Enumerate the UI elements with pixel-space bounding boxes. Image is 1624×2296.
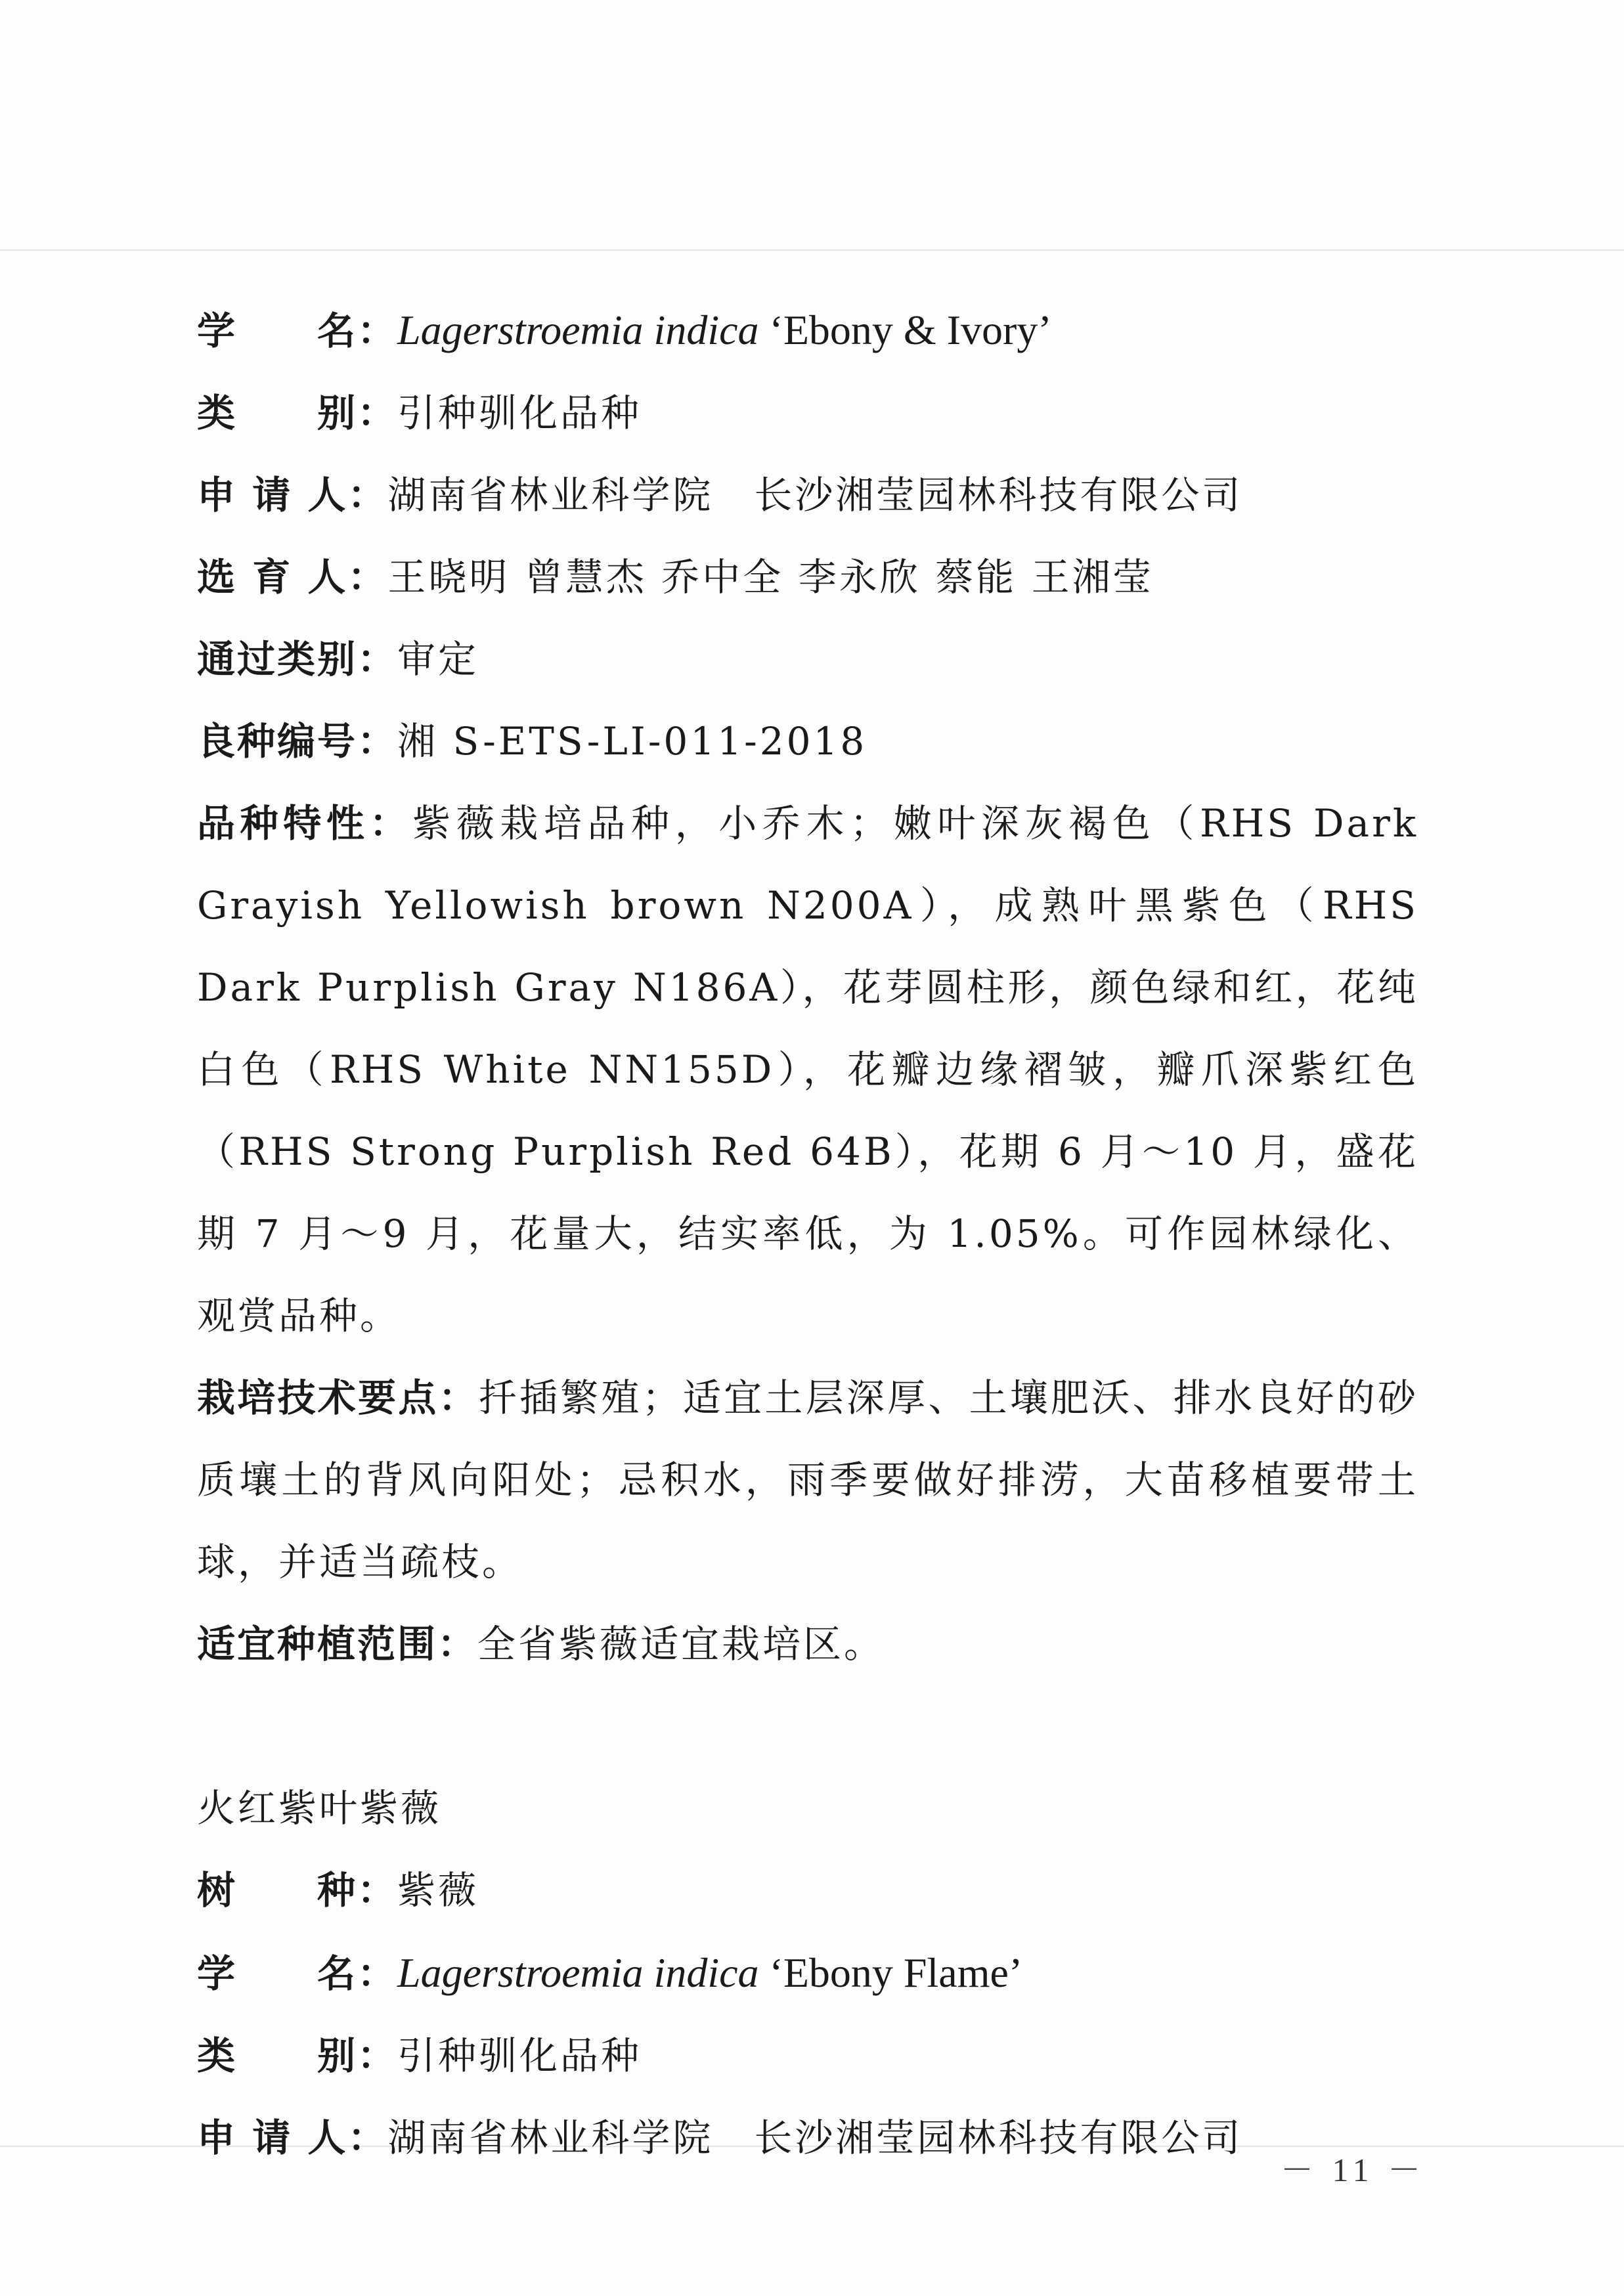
applicant-label: 申 请 人： xyxy=(197,473,388,517)
code-value: 湘 S-ETS-LI-011-2018 xyxy=(397,719,867,764)
traits-value: 紫薇栽培品种，小乔木；嫩叶深灰褐色（RHS Dark Grayish Yellowish brown N200A），成熟叶黑紫色（RHS Dark Purplish Gray N186A），花芽圆柱形，颜色绿和红，花纯白色（RHS White NN155D），花瓣边缘褶皱，瓣爪深紫红色（RHS Strong Purplish Red 64B），花期 6 月～10 月，盛花期 7 月～9 月，花量大，结实率低，为 1.05%。可作园林绿化、观赏品种。 xyxy=(197,801,1418,1338)
entry1-category-row xyxy=(197,372,1418,454)
scientific-name-label: 学 名： xyxy=(197,309,398,353)
scientific-name-value xyxy=(397,1949,1022,1996)
entry1-range-paragraph xyxy=(197,1603,1418,1685)
traits-label: 品种特性： xyxy=(197,801,413,846)
category-label: 类 别： xyxy=(197,391,398,435)
breeder-label: 选 育 人： xyxy=(197,555,388,599)
cultivation-label: 栽培技术要点： xyxy=(197,1375,479,1420)
category-label: 类 别： xyxy=(197,2033,398,2078)
category-value: 引种驯化品种 xyxy=(397,2033,642,2078)
scientific-genus: Lagerstroemia indica xyxy=(397,1949,759,1996)
entry1-traits-paragraph xyxy=(197,783,1418,1357)
entry2-species-row xyxy=(197,1850,1418,1932)
cultivation-value: 扦插繁殖；适宜土层深厚、土壤肥沃、排水良好的砂质壤土的背风向阳处；忌积水，雨季要做好排涝，大苗移植要带土球，并适当疏枝。 xyxy=(197,1375,1418,1584)
entry1-approval-row xyxy=(197,618,1418,701)
category-value: 引种驯化品种 xyxy=(397,391,642,435)
scientific-cultivar: ‘Ebony Flame’ xyxy=(758,1949,1023,1996)
applicant-value: 湖南省林业科学院 长沙湘莹园林科技有限公司 xyxy=(387,2115,1243,2160)
entry1-code-row xyxy=(197,701,1418,783)
entry1-scientific-name-row xyxy=(197,289,1418,372)
species-value: 紫薇 xyxy=(397,1868,479,1913)
section-spacer xyxy=(197,1685,1418,1767)
scientific-name-label: 学 名： xyxy=(197,1951,398,1996)
species-label: 树 种： xyxy=(197,1868,398,1913)
applicant-value: 湖南省林业科学院 长沙湘莹园林科技有限公司 xyxy=(387,473,1243,517)
page-number: － 11 － xyxy=(1281,2152,1426,2188)
document-body xyxy=(197,289,1418,2179)
range-label: 适宜种植范围： xyxy=(197,1622,478,1666)
entry2-scientific-name-row xyxy=(197,1932,1418,2015)
entry1-cultivation-paragraph xyxy=(197,1357,1418,1603)
approval-value: 审定 xyxy=(397,637,479,682)
range-value: 全省紫薇适宜栽培区。 xyxy=(477,1622,885,1666)
applicant-label: 申 请 人： xyxy=(197,2115,388,2160)
entry1-breeder-row xyxy=(197,536,1418,618)
entry2-title: 火红紫叶紫薇 xyxy=(197,1786,442,1830)
breeder-value: 王晓明 曾慧杰 乔中全 李永欣 蔡能 王湘莹 xyxy=(387,555,1154,599)
scientific-name-value xyxy=(397,307,1052,353)
entry1-applicant-row xyxy=(197,454,1418,536)
code-label: 良种编号： xyxy=(197,719,398,764)
scientific-cultivar: ‘Ebony & Ivory’ xyxy=(758,307,1052,353)
scientific-genus: Lagerstroemia indica xyxy=(397,307,759,353)
entry2-category-row xyxy=(197,2015,1418,2097)
entry2-applicant-row xyxy=(197,2097,1418,2179)
scan-edge-line xyxy=(0,249,1624,251)
approval-label: 通过类别： xyxy=(197,637,398,682)
